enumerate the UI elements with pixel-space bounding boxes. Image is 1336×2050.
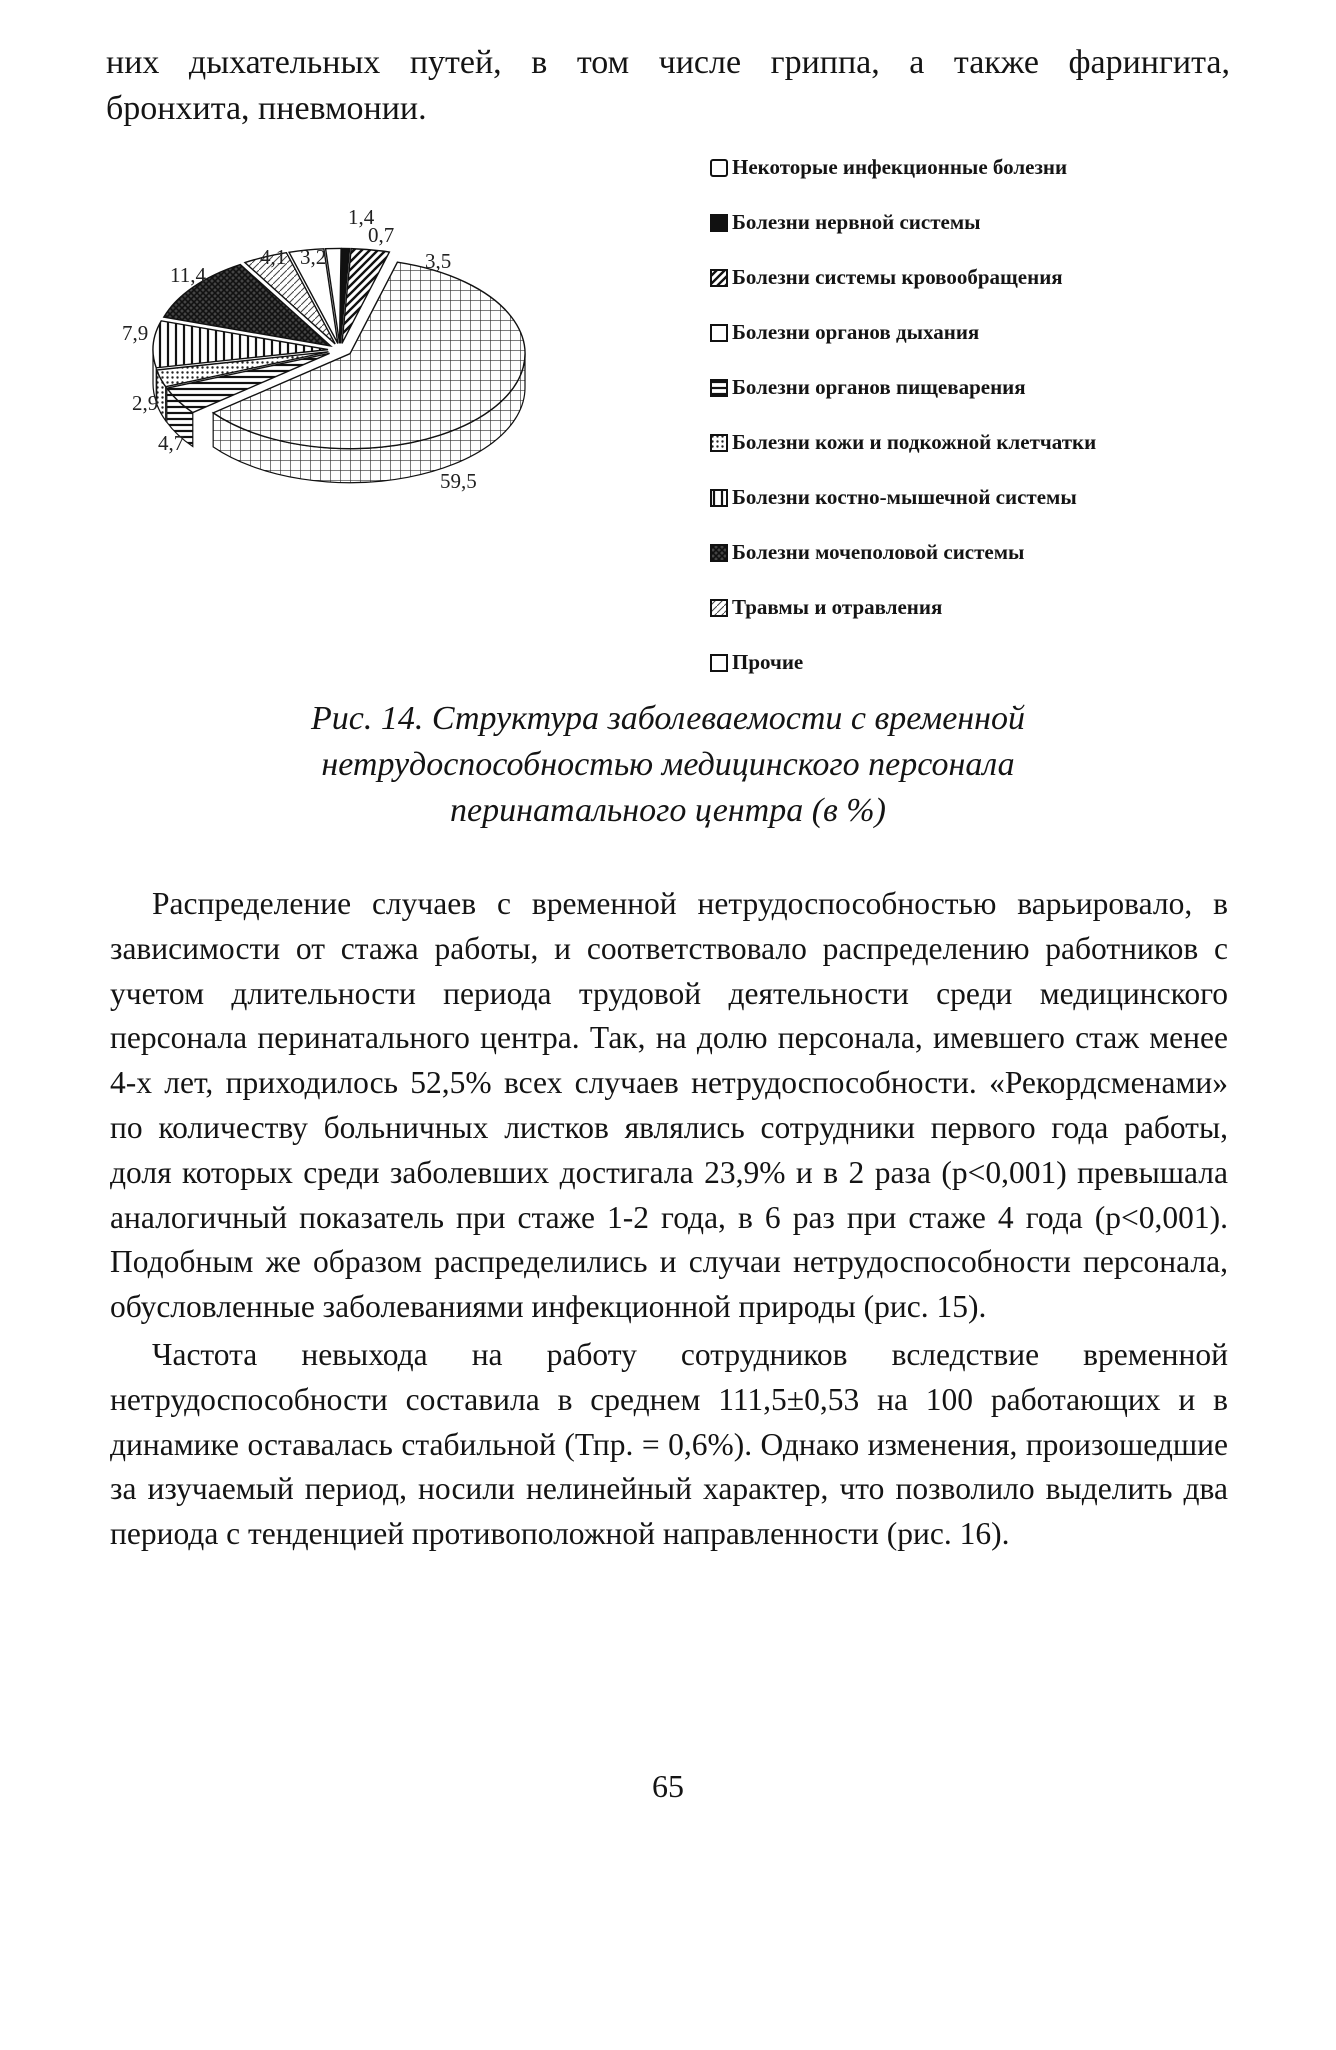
legend-swatch-icon: [710, 214, 728, 232]
pie-data-label: 11,4: [170, 263, 206, 287]
legend-label: Болезни костно-мышечной системы: [732, 485, 1077, 509]
pie-chart: [122, 200, 660, 580]
intro-line-1: них дыхательных путей, в том числе гриппа, а также фарингита,: [106, 44, 1230, 81]
legend-label: Травмы и отравления: [732, 595, 943, 619]
pie-data-label: 1,4: [348, 205, 375, 229]
chart-legend: [710, 140, 1310, 690]
legend-swatch-icon: [710, 654, 728, 672]
legend-swatch-icon: [710, 434, 728, 452]
legend-swatch-icon: [710, 324, 728, 342]
caption-line-2: нетрудоспособностью медицинского персонала: [321, 746, 1015, 783]
legend-swatch-icon: [710, 599, 728, 617]
paragraph: Распределение случаев с временной нетрудоспособностью варьировало, в зависимости от стажа работы, и соответствовало распределению работников с учетом длительности периода трудовой деятельности среди медицинского персонала перинатального центра. Так, на долю персонала, имевшего стаж менее 4-х лет, приходилось 52,5% всех случаев нетрудоспособности. «Рекордсменами» по количеству больничных листков являлись сотрудники первого года работы, доля которых среди заболевших достигала 23,9% и в 2 раза (р<0,001) превышала аналогичный показатель при стаже 1-2 года, в 6 раз при стаже 4 года (р<0,001). Подобным же образом распределились и случаи нетрудоспособности персонала, обусловленные заболеваниями инфекционной природы (рис. 15).: [110, 886, 1228, 1325]
legend-swatch-icon: [710, 159, 728, 177]
legend-label: Болезни кожи и подкожной клетчатки: [732, 430, 1097, 454]
legend-item: [710, 580, 1310, 635]
body-text: [110, 882, 1228, 1557]
legend-item: [710, 305, 1310, 360]
legend-label: Болезни органов дыхания: [732, 320, 980, 344]
legend-swatch-icon: [710, 269, 728, 287]
pie-data-label: 4,1: [260, 245, 287, 269]
pie-data-label: 2,9: [132, 391, 159, 415]
legend-item: [710, 195, 1310, 250]
caption-line-1: Рис. 14. Структура заболеваемости с временной: [310, 700, 1026, 737]
legend-item: [710, 415, 1310, 470]
pie-data-label: 4,7: [158, 431, 185, 455]
legend-label: Прочие: [732, 650, 804, 674]
paragraph: Частота невыхода на работу сотрудников вследствие временной нетрудоспособности составила в среднем 111,5±0,53 на 100 работающих и в динамике оставалась стабильной (Тпр. = 0,6%). Однако изменения, произошедшие за изучаемый период, носили нелинейный характер, что позволило выделить два периода с тенденцией противоположной направленности (рис. 16).: [110, 1336, 1228, 1552]
legend-label: Болезни органов пищеварения: [732, 375, 1026, 399]
pie-data-label: 3,2: [300, 245, 327, 269]
legend-label: Болезни системы кровообращения: [732, 265, 1063, 289]
pie-data-label: 7,9: [122, 321, 149, 345]
legend-label: Болезни нервной системы: [732, 210, 981, 234]
pie-data-label: 0,7: [368, 223, 395, 247]
figure-caption: [160, 696, 1176, 834]
legend-label: Некоторые инфекционные болезни: [732, 155, 1068, 179]
legend-swatch-icon: [710, 489, 728, 507]
legend-item: [710, 360, 1310, 415]
legend-label: Болезни мочеполовой системы: [732, 540, 1025, 564]
caption-line-3: перинатального центра (в %): [450, 792, 886, 829]
intro-text: [106, 40, 1230, 132]
legend-swatch-icon: [710, 544, 728, 562]
legend-item: [710, 250, 1310, 305]
pie-data-label: 3,5: [425, 249, 452, 273]
legend-item: [710, 635, 1310, 690]
legend-item: [710, 140, 1310, 195]
intro-line-2: бронхита, пневмонии.: [106, 90, 427, 127]
legend-item: [710, 525, 1310, 580]
legend-swatch-icon: [710, 379, 728, 397]
legend-item: [710, 470, 1310, 525]
page-number: 65: [652, 1768, 684, 1804]
pie-data-label: 59,5: [440, 469, 477, 493]
